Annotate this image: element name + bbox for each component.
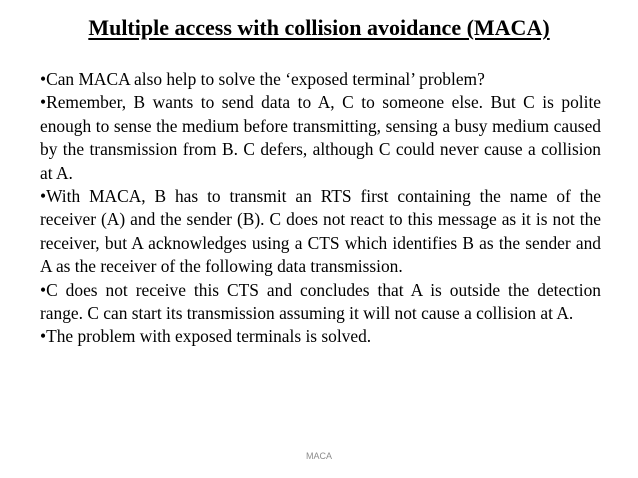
bullet-text: With MACA, B has to transmit an RTS first containing the name of the receiver (A) and the sender (B). C does not react to this message as it is not the receiver, but A acknowledges using a CTS which identifies B as the sender and A as the receiver of the following data transmission. — [40, 186, 601, 277]
slide-body — [40, 68, 601, 349]
slide-title: Multiple access with collision avoidance (MACA) — [88, 15, 550, 40]
bullet-paragraph-1 — [40, 68, 601, 91]
bullet-marker: • — [40, 326, 47, 347]
bullet-text: C does not receive this CTS and concludes that A is outside the detection range. C can start its transmission assuming it will not cause a collision at A. — [40, 279, 601, 324]
bullet-paragraph-2 — [40, 91, 601, 185]
bullet-paragraph-5 — [40, 325, 601, 348]
bullet-text: Can MACA also help to solve the ‘exposed terminal’ problem? — [46, 69, 485, 89]
bullet-text: Remember, B wants to send data to A, C to someone else. But C is polite enough to sense the medium before transmitting, sensing a busy medium caused by the transmission from B. C defers, although C could never cause a collision at A. — [40, 92, 601, 183]
bullet-paragraph-4 — [40, 279, 601, 326]
bullet-marker: • — [40, 69, 47, 89]
bullet-marker: • — [40, 186, 47, 207]
bullet-marker: • — [40, 279, 47, 300]
bullet-text: The problem with exposed terminals is solved. — [46, 326, 372, 347]
bullet-paragraph-3 — [40, 185, 601, 279]
slide-footer: MACA — [305, 451, 332, 461]
bullet-marker: • — [40, 92, 47, 113]
